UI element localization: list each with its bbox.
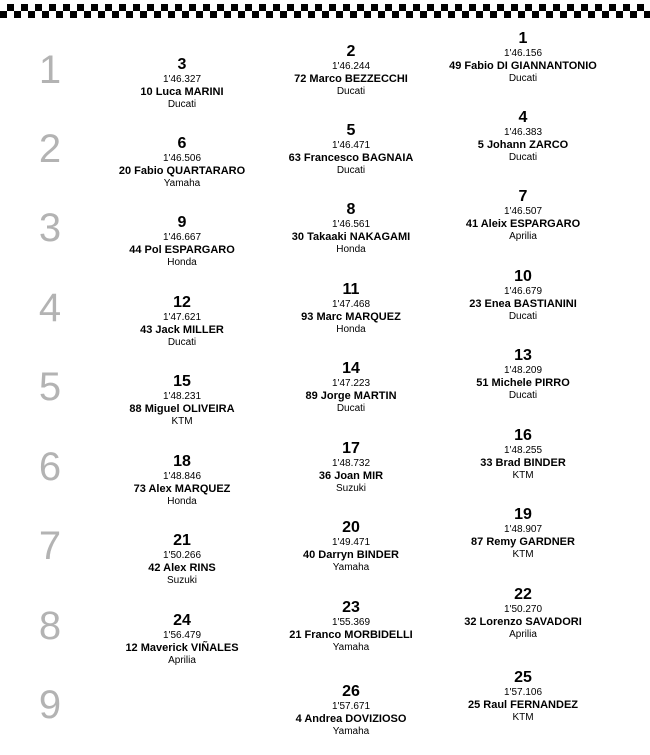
grid-position: 3 [177, 56, 187, 73]
grid-slot [97, 56, 267, 110]
team-name: Suzuki [335, 482, 366, 494]
lap-time: 1'57.106 [503, 687, 543, 699]
grid-slot [97, 532, 267, 586]
grid-row-9 [0, 669, 650, 755]
team-name: Ducati [508, 310, 538, 322]
rider-name: 63 Francesco BAGNAIA [288, 151, 414, 164]
grid-position: 22 [514, 586, 532, 603]
lap-time: 1'46.506 [162, 153, 202, 165]
grid-row-5 [0, 347, 650, 437]
grid-position: 8 [346, 201, 356, 218]
grid-position: 17 [342, 440, 360, 457]
lap-time: 1'48.209 [503, 365, 543, 377]
rider-name: 36 Joan MIR [318, 469, 384, 482]
lap-time: 1'50.266 [162, 550, 202, 562]
team-name: Honda [336, 323, 366, 335]
grid-position: 18 [173, 453, 191, 470]
row-number: 1 [38, 48, 62, 92]
rider-name: 32 Lorenzo SAVADORI [464, 615, 582, 628]
team-name: KTM [512, 469, 534, 481]
team-name: KTM [171, 415, 193, 427]
team-name: KTM [512, 548, 534, 560]
team-name: Ducati [336, 402, 366, 414]
grid-slot [266, 360, 436, 414]
grid-row-2 [0, 109, 650, 199]
grid-position: 20 [342, 519, 360, 536]
lap-time: 1'46.471 [331, 140, 371, 152]
team-name: Yamaha [163, 177, 201, 189]
lap-time: 1'46.561 [331, 219, 371, 231]
lap-time: 1'50.270 [503, 604, 543, 616]
grid-position: 11 [342, 281, 360, 298]
rider-name: 21 Franco MORBIDELLI [289, 628, 413, 641]
team-name: Aprilia [168, 654, 196, 666]
rider-name: 25 Raul FERNANDEZ [467, 698, 579, 711]
rider-name: 44 Pol ESPARGARO [129, 243, 235, 256]
grid-slot [97, 373, 267, 427]
team-name: Ducati [508, 72, 538, 84]
team-name: Suzuki [166, 574, 197, 586]
grid-row-1 [0, 30, 650, 120]
lap-time: 1'56.479 [162, 630, 202, 642]
row-number: 5 [38, 365, 62, 409]
grid-slot [438, 109, 608, 163]
team-name: Yamaha [332, 725, 370, 737]
rider-name: 43 Jack MILLER [140, 323, 224, 336]
lap-time: 1'46.383 [503, 127, 543, 139]
lap-time: 1'48.231 [162, 391, 202, 403]
grid-position: 19 [514, 506, 532, 523]
rider-name: 20 Fabio QUARTARARO [118, 164, 246, 177]
team-name: Ducati [167, 336, 197, 348]
lap-time: 1'47.223 [331, 378, 371, 390]
lap-time: 1'46.327 [162, 74, 202, 86]
grid-slot [266, 599, 436, 653]
grid-position: 13 [514, 347, 532, 364]
row-number: 7 [38, 524, 62, 568]
rider-name: 10 Luca MARINI [140, 85, 224, 98]
team-name: Ducati [336, 85, 366, 97]
lap-time: 1'46.667 [162, 232, 202, 244]
grid-position: 15 [173, 373, 191, 390]
rider-name: 41 Aleix ESPARGARO [465, 217, 581, 230]
lap-time: 1'48.732 [331, 458, 371, 470]
grid-slot [97, 135, 267, 189]
grid-slot [266, 440, 436, 494]
rider-name: 88 Miguel OLIVEIRA [129, 402, 235, 415]
team-name: Aprilia [509, 628, 537, 640]
rider-name: 23 Enea BASTIANINI [469, 297, 577, 310]
lap-time: 1'49.471 [331, 537, 371, 549]
lap-time: 1'46.156 [503, 48, 543, 60]
lap-time: 1'47.468 [331, 299, 371, 311]
grid-position: 26 [342, 683, 360, 700]
lap-time: 1'48.907 [503, 524, 543, 536]
grid-row-7 [0, 506, 650, 596]
row-number: 3 [38, 206, 62, 250]
grid-slot [438, 188, 608, 242]
grid-slot [266, 281, 436, 335]
grid-position: 6 [177, 135, 187, 152]
rider-name: 72 Marco BEZZECCHI [294, 72, 408, 85]
lap-time: 1'46.244 [331, 61, 371, 73]
grid-slot [266, 43, 436, 97]
team-name: Ducati [336, 164, 366, 176]
rider-name: 12 Maverick VIÑALES [125, 641, 239, 654]
lap-time: 1'48.846 [162, 471, 202, 483]
checkered-flag-banner [0, 4, 650, 18]
rider-name: 51 Michele PIRRO [476, 376, 570, 389]
grid-position: 16 [514, 427, 532, 444]
grid-slot [266, 683, 436, 737]
lap-time: 1'46.679 [503, 286, 543, 298]
team-name: Ducati [508, 389, 538, 401]
team-name: Aprilia [509, 230, 537, 242]
grid-slot [266, 201, 436, 255]
grid-slot [266, 519, 436, 573]
team-name: Ducati [167, 98, 197, 110]
grid-slot [438, 669, 608, 723]
grid-position: 10 [514, 268, 532, 285]
rider-name: 87 Remy GARDNER [471, 535, 575, 548]
grid-position: 12 [173, 294, 191, 311]
grid-position: 14 [342, 360, 360, 377]
row-number: 6 [38, 445, 62, 489]
lap-time: 1'46.507 [503, 206, 543, 218]
starting-grid [0, 22, 650, 755]
grid-position: 9 [177, 214, 187, 231]
grid-position: 7 [518, 188, 528, 205]
grid-slot [97, 294, 267, 348]
grid-position: 24 [173, 612, 191, 629]
grid-slot [438, 506, 608, 560]
grid-slot [97, 453, 267, 507]
grid-position: 23 [342, 599, 360, 616]
grid-row-3 [0, 188, 650, 278]
grid-slot [97, 214, 267, 268]
grid-slot [438, 268, 608, 322]
grid-position: 4 [518, 109, 528, 126]
team-name: Honda [167, 495, 197, 507]
rider-name: 30 Takaaki NAKAGAMI [291, 230, 411, 243]
rider-name: 93 Marc MARQUEZ [301, 310, 401, 323]
grid-row-6 [0, 427, 650, 517]
team-name: Honda [167, 256, 197, 268]
row-number: 2 [38, 127, 62, 171]
lap-time: 1'48.255 [503, 445, 543, 457]
lap-time: 1'57.671 [331, 701, 371, 713]
grid-slot [97, 612, 267, 666]
grid-slot [438, 586, 608, 640]
grid-slot [438, 427, 608, 481]
grid-position: 21 [173, 532, 191, 549]
rider-name: 33 Brad BINDER [480, 456, 566, 469]
lap-time: 1'47.621 [162, 312, 202, 324]
grid-row-8 [0, 586, 650, 676]
rider-name: 73 Alex MARQUEZ [133, 482, 231, 495]
grid-slot [438, 30, 608, 84]
rider-name: 49 Fabio DI GIANNANTONIO [449, 59, 597, 72]
grid-position: 2 [346, 43, 356, 60]
team-name: Yamaha [332, 641, 370, 653]
lap-time: 1'55.369 [331, 617, 371, 629]
team-name: KTM [512, 711, 534, 723]
rider-name: 5 Johann ZARCO [477, 138, 569, 151]
row-number: 9 [38, 683, 62, 727]
rider-name: 4 Andrea DOVIZIOSO [295, 712, 407, 725]
team-name: Ducati [508, 151, 538, 163]
grid-slot [438, 347, 608, 401]
team-name: Honda [336, 243, 366, 255]
team-name: Yamaha [332, 561, 370, 573]
grid-slot [266, 122, 436, 176]
grid-position: 1 [518, 30, 528, 47]
rider-name: 40 Darryn BINDER [303, 548, 399, 561]
rider-name: 89 Jorge MARTIN [305, 389, 397, 402]
row-number: 4 [38, 286, 62, 330]
grid-row-4 [0, 268, 650, 358]
grid-position: 5 [346, 122, 356, 139]
grid-position: 25 [514, 669, 532, 686]
row-number: 8 [38, 604, 62, 648]
rider-name: 42 Alex RINS [148, 561, 216, 574]
